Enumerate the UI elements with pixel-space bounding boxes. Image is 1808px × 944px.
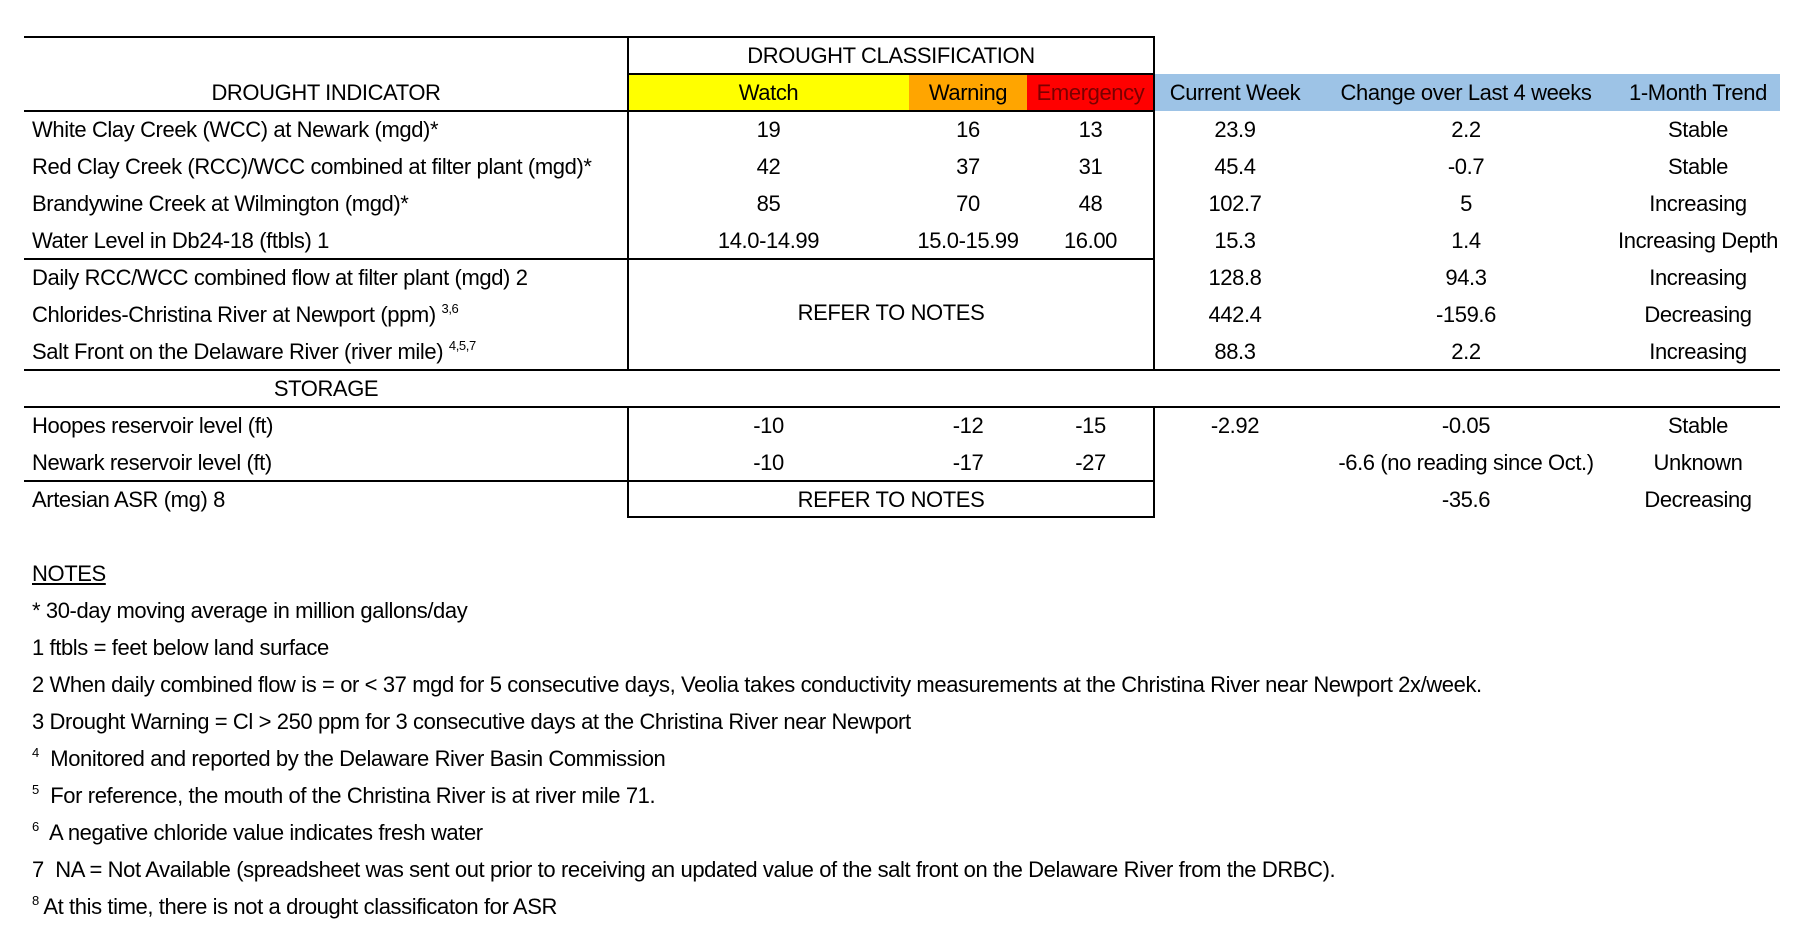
indicator-text: Chlorides-Christina River at Newport (ppm) bbox=[32, 302, 436, 327]
watch-value: 14.0-14.99 bbox=[717, 228, 820, 253]
warning-value: -17 bbox=[952, 450, 984, 475]
indicator-label: White Clay Creek (WCC) at Newark (mgd)* bbox=[32, 117, 439, 142]
trend-value: Increasing bbox=[1649, 265, 1747, 290]
warning-value: 16 bbox=[956, 117, 980, 142]
watch-value: -10 bbox=[753, 450, 784, 475]
note-text: For reference, the mouth of the Christina River is at river mile 71. bbox=[38, 783, 656, 808]
notes-heading: NOTES bbox=[32, 561, 106, 586]
watch-value: 42 bbox=[756, 154, 781, 179]
indicator-label: Artesian ASR (mg) 8 bbox=[32, 487, 225, 512]
rule bbox=[24, 480, 1155, 482]
trend-value: Unknown bbox=[1653, 450, 1743, 475]
emergency-value: -15 bbox=[1075, 413, 1106, 438]
rule bbox=[1153, 36, 1155, 370]
note-text: 7 NA = Not Available (spreadsheet was sent out prior to receiving an updated value of the salt front on the Delaware River from the DRBC). bbox=[32, 857, 1336, 882]
note-item bbox=[32, 595, 467, 627]
rule bbox=[628, 73, 1154, 75]
trend-value: Stable bbox=[1668, 117, 1728, 142]
note-text: * 30-day moving average in million gallons/day bbox=[32, 598, 468, 623]
trend-value: Decreasing bbox=[1644, 302, 1752, 327]
drought-classification-heading: DROUGHT CLASSIFICATION bbox=[747, 43, 1035, 68]
current-week-value: 128.8 bbox=[1208, 265, 1262, 290]
indicator-label: Brandywine Creek at Wilmington (mgd)* bbox=[32, 191, 409, 216]
note-item bbox=[32, 632, 329, 664]
note-item bbox=[32, 891, 557, 923]
change-value: -0.05 bbox=[1441, 413, 1491, 438]
note-item bbox=[32, 817, 483, 849]
trend-value: Stable bbox=[1668, 413, 1728, 438]
storage-heading: STORAGE bbox=[273, 376, 379, 401]
indicator-label bbox=[32, 336, 476, 368]
current-week-value: 45.4 bbox=[1214, 154, 1256, 179]
current-week-heading: Current Week bbox=[1169, 80, 1301, 105]
change-value: 2.2 bbox=[1451, 117, 1481, 142]
change-value: -6.6 (no reading since Oct.) bbox=[1338, 450, 1594, 475]
warning-heading: Warning bbox=[928, 80, 1008, 105]
note-item bbox=[32, 706, 911, 738]
emergency-value: -27 bbox=[1075, 450, 1106, 475]
note-sup: 8 bbox=[32, 893, 39, 908]
emergency-value: 13 bbox=[1078, 117, 1103, 142]
indicator-label: Hoopes reservoir level (ft) bbox=[32, 413, 274, 438]
warning-value: -12 bbox=[952, 413, 984, 438]
refer-to-notes-label: REFER TO NOTES bbox=[797, 487, 985, 512]
watch-value: 85 bbox=[756, 191, 781, 216]
note-text: A negative chloride value indicates fresh water bbox=[38, 820, 483, 845]
change-value: -159.6 bbox=[1436, 302, 1496, 327]
note-text: Monitored and reported by the Delaware River Basin Commission bbox=[38, 746, 666, 771]
note-item bbox=[32, 743, 665, 775]
trend-heading: 1-Month Trend bbox=[1629, 80, 1767, 105]
note-text: At this time, there is not a drought classificaton for ASR bbox=[38, 894, 557, 919]
emergency-value: 31 bbox=[1078, 154, 1103, 179]
rule bbox=[24, 258, 1155, 260]
current-week-value: 102.7 bbox=[1208, 191, 1262, 216]
trend-value: Increasing bbox=[1649, 191, 1747, 216]
emergency-value: 48 bbox=[1078, 191, 1103, 216]
trend-value: Increasing bbox=[1649, 339, 1747, 364]
watch-value: -10 bbox=[753, 413, 784, 438]
indicator-label: Daily RCC/WCC combined flow at filter plant (mgd) 2 bbox=[32, 265, 528, 290]
note-sup: 5 bbox=[32, 782, 39, 797]
footnote-ref: 4,5,7 bbox=[448, 338, 476, 353]
rule bbox=[627, 36, 629, 370]
change-value: 5 bbox=[1460, 191, 1472, 216]
trend-value: Stable bbox=[1668, 154, 1728, 179]
trend-value: Increasing Depth bbox=[1618, 228, 1778, 253]
current-week-value: 15.3 bbox=[1214, 228, 1256, 253]
note-item bbox=[32, 854, 1335, 886]
indicator-label bbox=[32, 299, 458, 331]
current-week-value: -2.92 bbox=[1210, 413, 1260, 438]
change-value: 94.3 bbox=[1445, 265, 1487, 290]
change-value: -0.7 bbox=[1447, 154, 1485, 179]
emergency-heading: Emergency bbox=[1036, 80, 1145, 105]
rule bbox=[628, 516, 1154, 518]
note-text: 3 Drought Warning = Cl > 250 ppm for 3 consecutive days at the Christina River near Newport bbox=[32, 709, 911, 734]
indicator-text: Salt Front on the Delaware River (river mile) bbox=[32, 339, 444, 364]
warning-value: 15.0-15.99 bbox=[917, 228, 1019, 253]
change-value: 1.4 bbox=[1451, 228, 1481, 253]
current-week-value: 88.3 bbox=[1214, 339, 1256, 364]
watch-heading: Watch bbox=[738, 80, 799, 105]
watch-value: 19 bbox=[756, 117, 781, 142]
current-week-value: 23.9 bbox=[1214, 117, 1256, 142]
drought-indicator-heading: DROUGHT INDICATOR bbox=[211, 80, 441, 105]
rule bbox=[24, 369, 1780, 371]
change-heading: Change over Last 4 weeks bbox=[1340, 80, 1592, 105]
note-item bbox=[32, 669, 1482, 701]
indicator-label: Newark reservoir level (ft) bbox=[32, 450, 272, 475]
change-value: -35.6 bbox=[1441, 487, 1491, 512]
rule bbox=[627, 406, 629, 518]
rule bbox=[24, 36, 1155, 38]
footnote-ref: 3,6 bbox=[441, 301, 459, 316]
rule bbox=[24, 110, 1155, 112]
indicator-label: Water Level in Db24-18 (ftbls) 1 bbox=[32, 228, 329, 253]
rule bbox=[24, 406, 1780, 408]
indicator-label: Red Clay Creek (RCC)/WCC combined at filter plant (mgd)* bbox=[32, 154, 592, 179]
note-text: 1 ftbls = feet below land surface bbox=[32, 635, 329, 660]
emergency-value: 16.00 bbox=[1063, 228, 1118, 253]
rule bbox=[1153, 406, 1155, 518]
note-text: 2 When daily combined flow is = or < 37 mgd for 5 consecutive days, Veolia takes conductivity measurements at the Christina River near Newport 2x/week. bbox=[32, 672, 1482, 697]
current-week-value: 442.4 bbox=[1208, 302, 1262, 327]
refer-to-notes-label: REFER TO NOTES bbox=[797, 300, 985, 325]
trend-value: Decreasing bbox=[1644, 487, 1752, 512]
note-item bbox=[32, 780, 655, 812]
warning-value: 70 bbox=[956, 191, 980, 216]
note-sup: 4 bbox=[32, 745, 39, 760]
change-value: 2.2 bbox=[1451, 339, 1481, 364]
warning-value: 37 bbox=[956, 154, 980, 179]
note-sup: 6 bbox=[32, 819, 39, 834]
